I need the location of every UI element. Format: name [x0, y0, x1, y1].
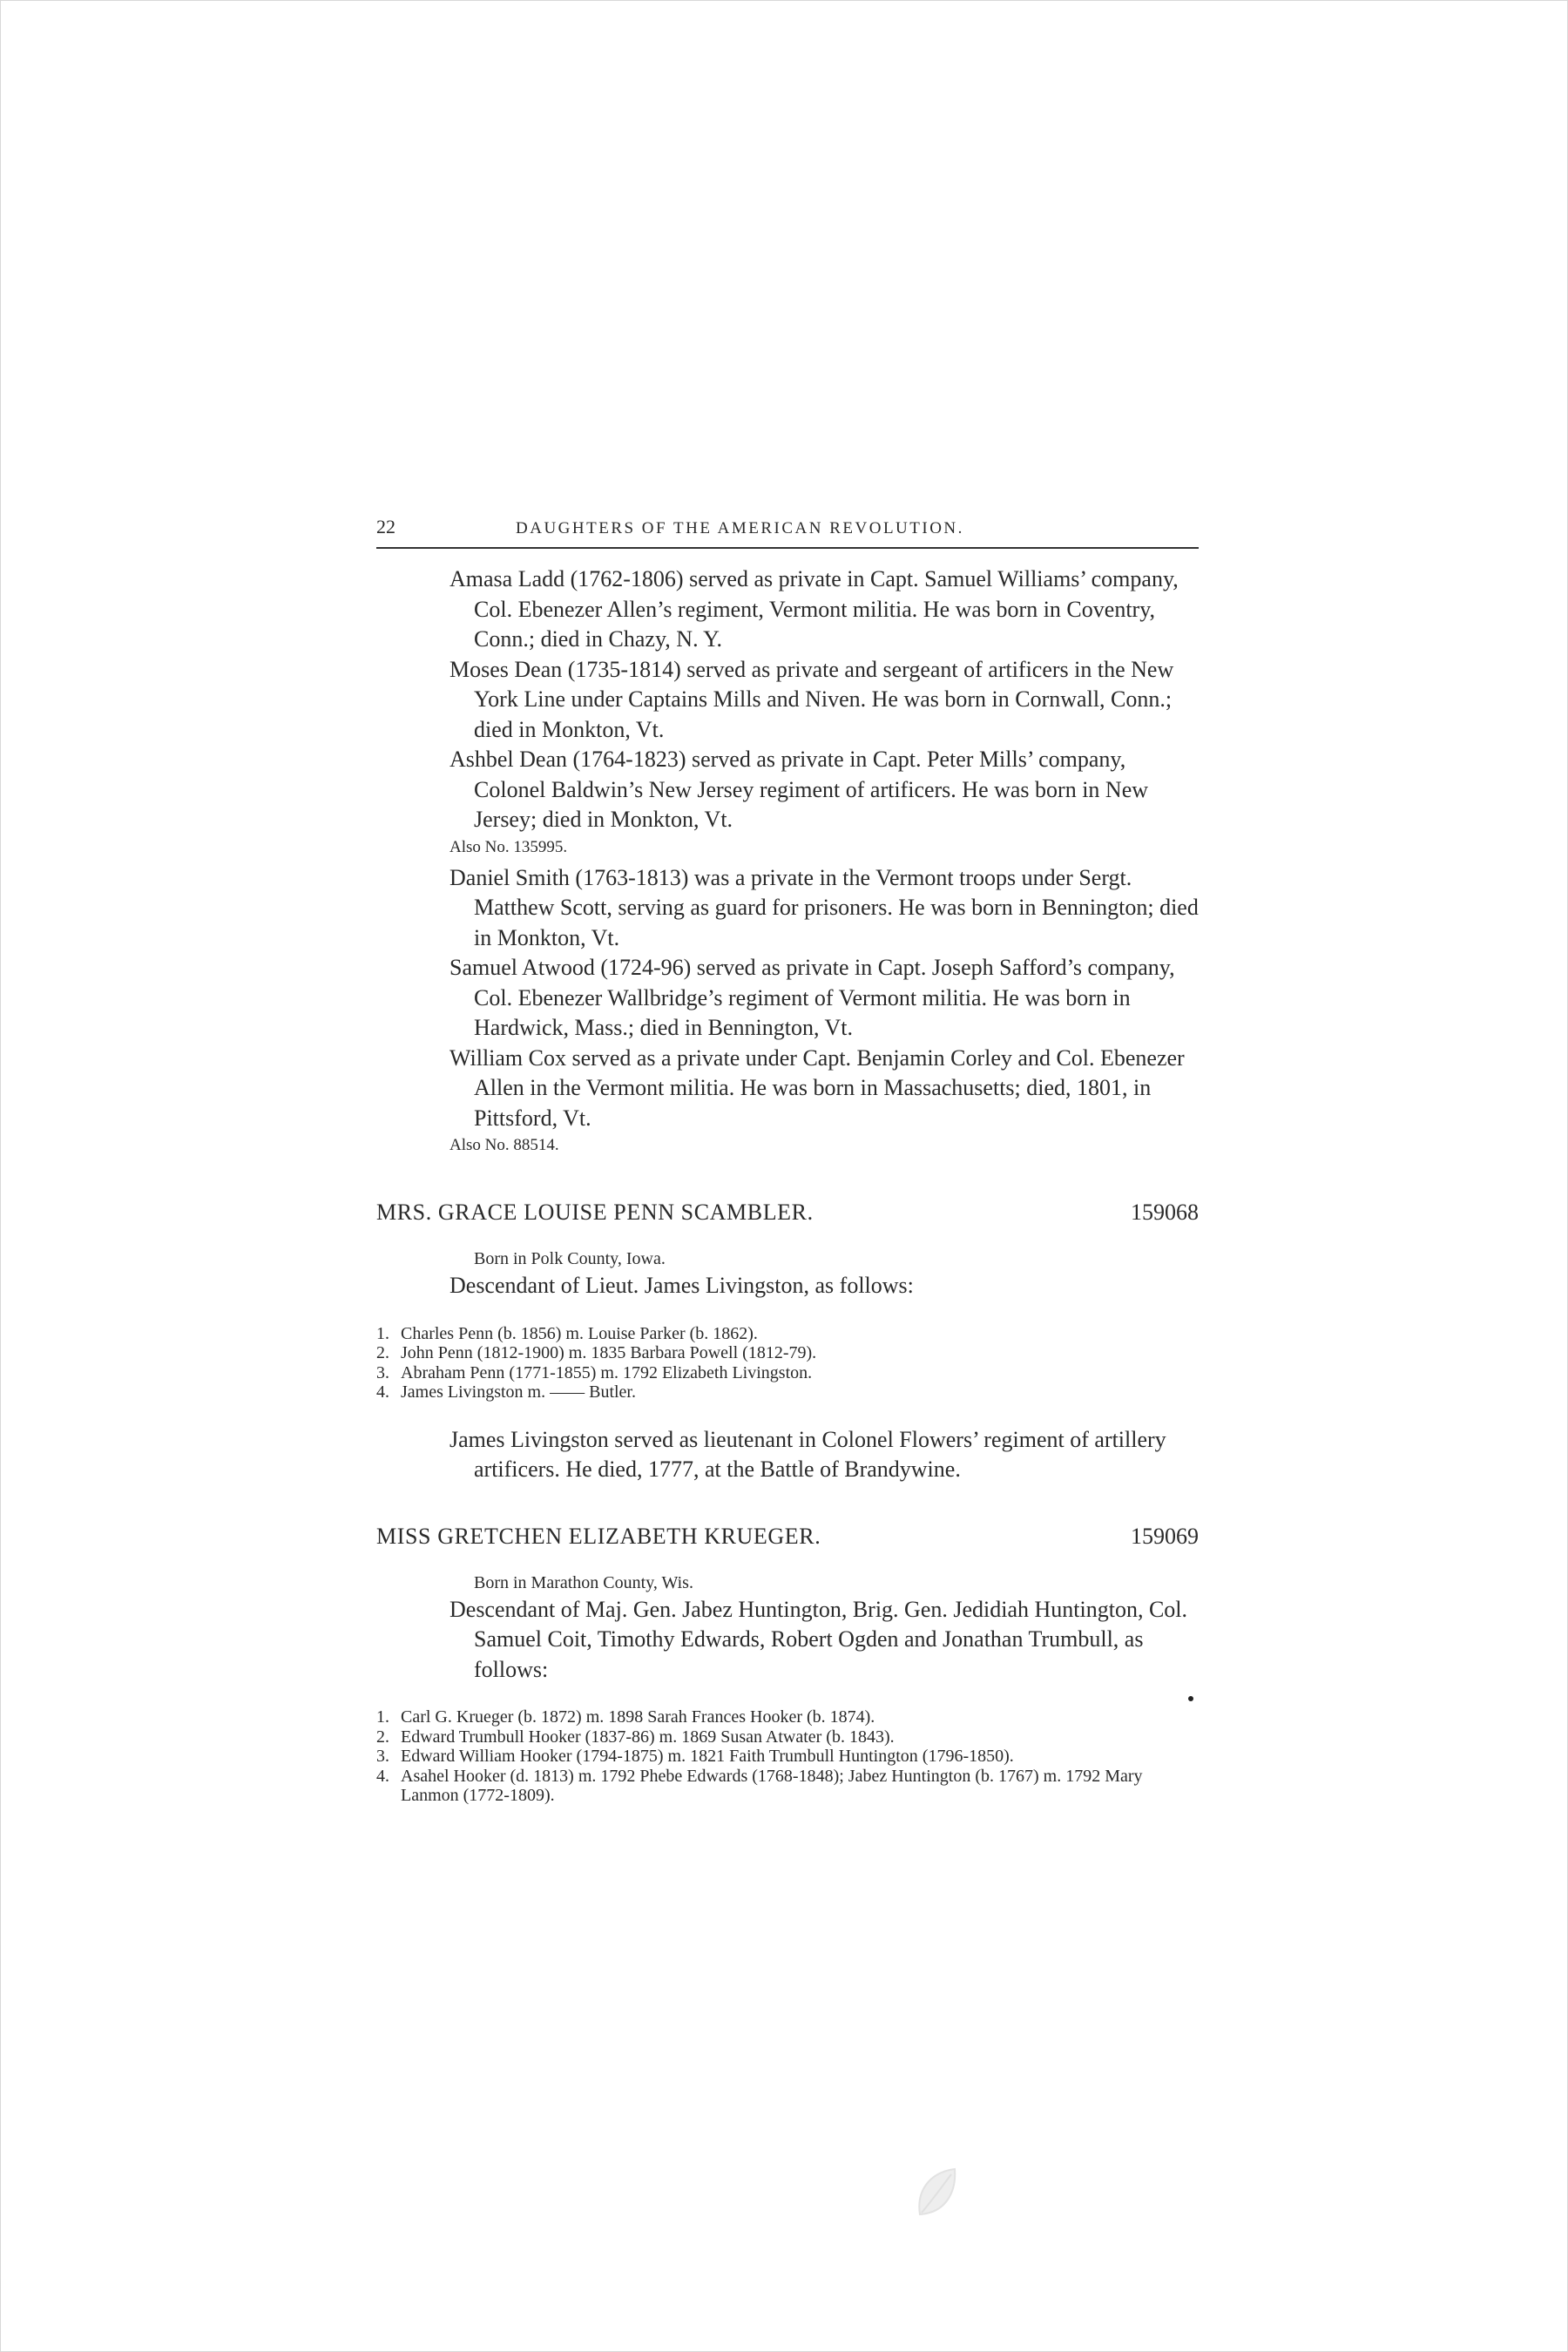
page-number: 22: [376, 516, 395, 537]
ancestor-entry: Moses Dean (1735-1814) served as private and sergeant of artificers in the New York Line under Captains Mills and Niven. He was born in Cornwall, Conn.; died in Monkton, Vt.: [449, 656, 1174, 742]
service-record: James Livingston served as lieutenant in Colonel Flowers’ regiment of artillery artificers. He died, 1777, at the Battle of Brandywine.: [449, 1426, 1166, 1482]
ancestor-entry: Amasa Ladd (1762-1806) served as private in Capt. Samuel Williams’ company, Col. Ebenezer Allen’s regiment, Vermont militia. He was born in Coventry, Conn.; died in Chazy, N. Y.: [449, 566, 1179, 652]
member-number: 159068: [1131, 1200, 1199, 1225]
page-content: [376, 516, 1199, 1828]
ancestor-entry: Daniel Smith (1763-1813) was a private in the Vermont troops under Sergt. Matthew Scott, serving as guard for prisoners. He was born in Bennington; died in Monkton, Vt.: [449, 864, 1199, 950]
leaf-watermark-icon: [913, 2166, 960, 2221]
birthplace: Born in Marathon County, Wis.: [474, 1572, 693, 1592]
also-number-note: Also No. 88514.: [449, 1136, 559, 1154]
lineage-item: 3. Abraham Penn (1771-1855) m. 1792 Elizabeth Livingston.: [376, 1362, 813, 1382]
descendant-line: Descendant of Lieut. James Livingston, as follows:: [449, 1273, 914, 1298]
lineage-item: 4. James Livingston m. —— Butler.: [376, 1382, 636, 1402]
lineage-list: [376, 1324, 1199, 1402]
ancestor-entry: Samuel Atwood (1724-96) served as private in Capt. Joseph Safford’s company, Col. Ebenezer Wallbridge’s regiment of Vermont militia. He was born in Hardwick, Mass.; died in Bennington, Vt.: [449, 955, 1175, 1040]
lineage-item: 4. Asahel Hooker (d. 1813) m. 1792 Phebe Edwards (1768-1848); Jabez Huntington (b. 1767) m. 1792 Mary Lanmon (1772-1809).: [376, 1766, 1143, 1805]
stray-dot-mark: [1188, 1696, 1193, 1701]
member-heading: [376, 1522, 1199, 1551]
lineage-item: 2. John Penn (1812-1900) m. 1835 Barbara Powell (1812-79).: [376, 1343, 817, 1362]
member-heading: [376, 1198, 1199, 1227]
lineage-item: 1. Carl G. Krueger (b. 1872) m. 1898 Sarah Frances Hooker (b. 1874).: [376, 1707, 875, 1727]
birthplace: Born in Polk County, Iowa.: [474, 1249, 666, 1268]
descendant-line: Descendant of Maj. Gen. Jabez Huntington, Brig. Gen. Jedidiah Huntington, Col. Samuel Coit, Timothy Edwards, Robert Ogden and Jonathan Trumbull, as follows:: [449, 1596, 1188, 1682]
lineage-item: 3. Edward William Hooker (1794-1875) m. 1821 Faith Trumbull Huntington (1796-1850).: [376, 1747, 1014, 1766]
running-head: [376, 516, 1199, 549]
lineage-item: 2. Edward Trumbull Hooker (1837-86) m. 1869 Susan Atwater (b. 1843).: [376, 1727, 895, 1747]
lineage-item: 1. Charles Penn (b. 1856) m. Louise Parker (b. 1862).: [376, 1323, 758, 1343]
member-name: MISS GRETCHEN ELIZABETH KRUEGER.: [376, 1523, 821, 1549]
member-name: MRS. GRACE LOUISE PENN SCAMBLER.: [376, 1200, 814, 1225]
running-title: DAUGHTERS OF THE AMERICAN REVOLUTION.: [516, 519, 964, 537]
ancestor-entry: Ashbel Dean (1764-1823) served as private in Capt. Peter Mills’ company, Colonel Baldwin’s New Jersey regiment of artificers. He was born in New Jersey; died in Monkton, Vt.: [449, 747, 1149, 832]
member-number: 159069: [1131, 1523, 1199, 1549]
lineage-list: [376, 1707, 1199, 1806]
ancestor-entry: William Cox served as a private under Capt. Benjamin Corley and Col. Ebenezer Allen in the Vermont militia. He was born in Massachusetts; died, 1801, in Pittsford, Vt.: [449, 1044, 1185, 1131]
also-number-note: Also No. 135995.: [449, 837, 568, 856]
